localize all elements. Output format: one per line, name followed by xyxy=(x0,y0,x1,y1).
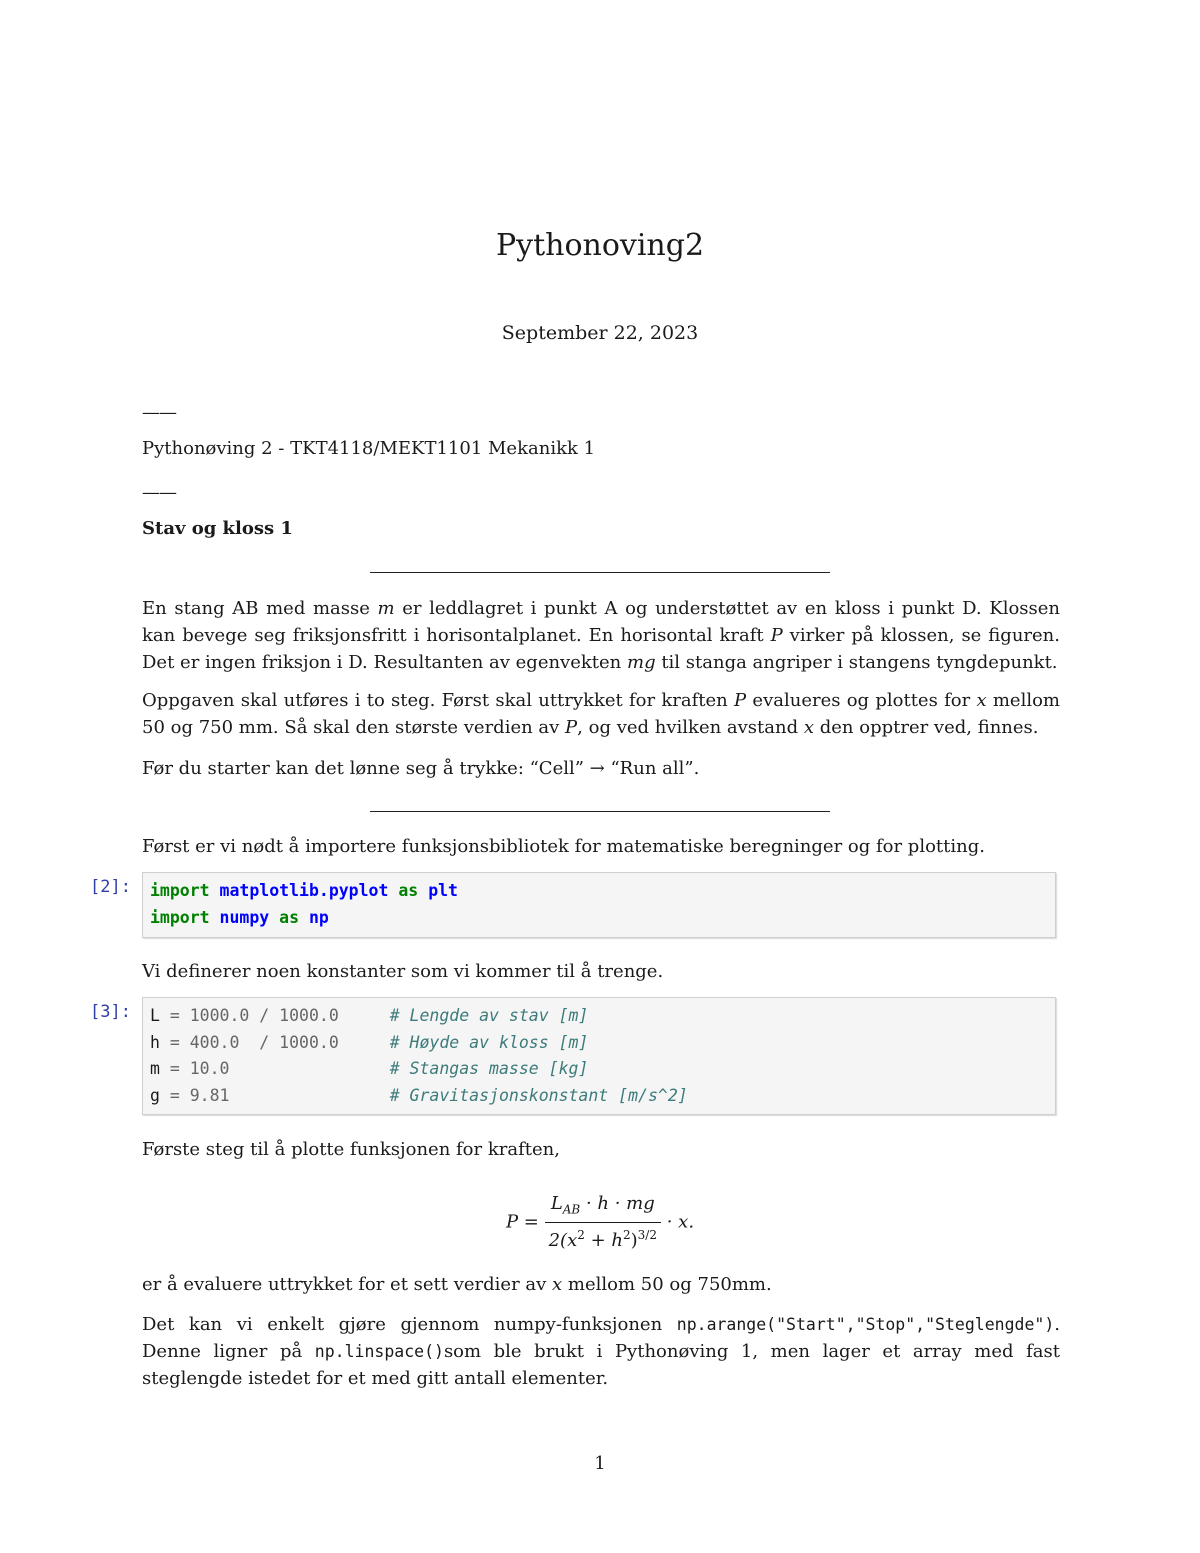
cell-prompt: [3]: xyxy=(90,1002,131,1022)
document-title: Pythonoving2 xyxy=(495,228,705,263)
horizontal-rule xyxy=(370,811,830,812)
constants-intro-paragraph: Vi definerer noen konstanter som vi kommer til å trenge. xyxy=(142,961,664,982)
code-line: m = 10.0 # Stangas masse [kg] xyxy=(150,1059,589,1078)
document-date: September 22, 2023 xyxy=(501,322,699,344)
cell-prompt: [2]: xyxy=(90,877,131,897)
formula-fraction: $\frac{L_{AB} \cdot h \cdot mg}{2(x^2 + h^2)^{3/2}}$ xyxy=(545,1192,661,1253)
code-line: L = 1000.0 / 1000.0 # Lengde av stav [m] xyxy=(150,1006,589,1025)
arange-paragraph: Det kan vi enkelt gjøre gjennom numpy-funksjonen np.arange("Start","Stop","Steglengde"). Denne ligner på np.linspace()som ble brukt i Pythonøving 1, men lager et array med fast steglengde istedet for et med gitt antall elementer. xyxy=(142,1314,1060,1389)
separator-dash: —— xyxy=(142,482,176,503)
horizontal-rule xyxy=(370,572,830,573)
separator-dash: —— xyxy=(142,402,176,423)
force-formula: P = $\frac{L_{AB} \cdot h \cdot mg}{2(x^2 + h^2)^{3/2}}$ · x. xyxy=(505,1193,695,1251)
page-number: 1 xyxy=(594,1453,606,1474)
course-line: Pythonøving 2 - TKT4118/MEKT1101 Mekanikk 1 xyxy=(142,438,596,459)
code-line: import matplotlib.pyplot as plt xyxy=(150,881,458,900)
task-paragraph: Oppgaven skal utføres i to steg. Først skal uttrykket for kraften P evalueres og plottes for x mellom 50 og 750 mm. Så skal den største verdien av P, og ved hvilken avstand x den opptrer ved, finnes. xyxy=(142,690,1060,738)
section-heading: Stav og kloss 1 xyxy=(142,518,293,539)
code-line: import numpy as np xyxy=(150,907,329,927)
import-intro-paragraph: Først er vi nødt å importere funksjonsbibliotek for matematiske beregninger og for plotting. xyxy=(142,836,985,857)
evaluate-paragraph: er å evaluere uttrykket for et sett verdier av x mellom 50 og 750mm. xyxy=(142,1274,772,1295)
code-line: h = 400.0 / 1000.0 # Høyde av kloss [m] xyxy=(150,1032,589,1052)
run-all-paragraph: Før du starter kan det lønne seg å trykke: “Cell” → “Run all”. xyxy=(142,758,700,779)
code-cell-constants[interactable] xyxy=(142,997,1056,1115)
intro-paragraph: En stang AB med masse m er leddlagret i punkt A og understøttet av en kloss i punkt D. Klossen kan bevege seg friksjonsfritt i horisontalplanet. En horisontal kraft P virker på klossen, se figuren. Det er ingen friksjon i D. Resultanten av egenvekten mg til stanga angriper i stangens tyngdepunkt. xyxy=(142,598,1061,673)
code-line: g = 9.81 # Gravitasjonskonstant [m/s^2] xyxy=(150,1085,688,1105)
first-step-paragraph: Første steg til å plotte funksjonen for kraften, xyxy=(142,1139,560,1160)
code-cell-imports[interactable] xyxy=(142,872,1056,938)
